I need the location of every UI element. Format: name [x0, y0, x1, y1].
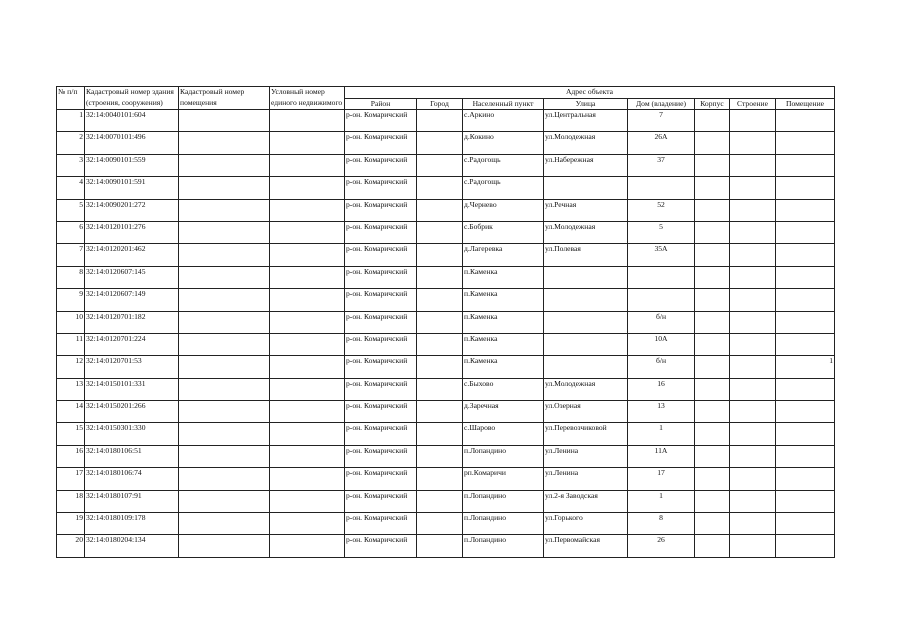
cell-cad-room	[179, 110, 270, 132]
cell-cad-building: 32:14:0120701:182	[85, 311, 179, 333]
cell-street	[544, 356, 628, 378]
cell-building	[695, 244, 730, 266]
cell-conditional	[270, 177, 345, 199]
cell-cad-building: 32:14:0070101:496	[85, 132, 179, 154]
cell-conditional	[270, 266, 345, 288]
cell-district: р-он. Комаричский	[345, 266, 417, 288]
cell-cad-building: 32:14:0150101:331	[85, 378, 179, 400]
header-district: Район	[345, 98, 417, 110]
cell-conditional	[270, 401, 345, 423]
cell-cad-room	[179, 132, 270, 154]
cell-locality: с.Быхово	[463, 378, 544, 400]
cell-num: 2	[57, 132, 85, 154]
cell-house: 16	[628, 378, 695, 400]
header-room: Помещение	[776, 98, 835, 110]
cell-room	[776, 513, 835, 535]
cell-house: 52	[628, 199, 695, 221]
cell-cad-room	[179, 221, 270, 243]
table-row	[57, 513, 835, 535]
cell-cad-room	[179, 423, 270, 445]
cell-building	[695, 490, 730, 512]
table-row	[57, 401, 835, 423]
cell-room	[776, 132, 835, 154]
table-row	[57, 244, 835, 266]
cell-room	[776, 289, 835, 311]
cell-room	[776, 445, 835, 467]
cell-city	[417, 132, 463, 154]
cell-house: б/н	[628, 356, 695, 378]
table-row	[57, 132, 835, 154]
cell-conditional	[270, 378, 345, 400]
cell-district: р-он. Комаричский	[345, 244, 417, 266]
cell-city	[417, 311, 463, 333]
cell-num: 15	[57, 423, 85, 445]
cell-city	[417, 535, 463, 557]
cell-conditional	[270, 445, 345, 467]
cell-district: р-он. Комаричский	[345, 356, 417, 378]
table-row	[57, 333, 835, 355]
cell-street: ул.Молодежная	[544, 221, 628, 243]
cell-conditional	[270, 289, 345, 311]
table-row	[57, 311, 835, 333]
cell-num: 8	[57, 266, 85, 288]
table-row	[57, 177, 835, 199]
table-body	[57, 110, 835, 558]
cell-conditional	[270, 513, 345, 535]
table-header	[57, 87, 835, 110]
cell-street	[544, 266, 628, 288]
cell-building	[695, 333, 730, 355]
cell-street: ул.Набережная	[544, 154, 628, 176]
cell-street	[544, 289, 628, 311]
cell-structure	[730, 445, 776, 467]
header-address: Адрес объекта	[345, 87, 835, 99]
cell-num: 20	[57, 535, 85, 557]
cell-district: р-он. Комаричский	[345, 110, 417, 132]
table-row	[57, 445, 835, 467]
cell-cad-building: 32:14:0180109:178	[85, 513, 179, 535]
cell-city	[417, 221, 463, 243]
cell-street: ул.Центральная	[544, 110, 628, 132]
cell-locality: с.Радогощь	[463, 177, 544, 199]
header-locality: Населенный пункт	[463, 98, 544, 110]
cell-building	[695, 266, 730, 288]
cell-house: 10А	[628, 333, 695, 355]
cell-cad-building: 32:14:0120701:224	[85, 333, 179, 355]
cell-room	[776, 177, 835, 199]
cell-num: 9	[57, 289, 85, 311]
cell-building	[695, 401, 730, 423]
cell-conditional	[270, 244, 345, 266]
cell-cad-building: 32:14:0180106:51	[85, 445, 179, 467]
cell-locality: п.Каменка	[463, 266, 544, 288]
cell-building	[695, 513, 730, 535]
cell-cad-building: 32:14:0090101:559	[85, 154, 179, 176]
cell-locality: с.Радогощь	[463, 154, 544, 176]
cell-house: 1	[628, 423, 695, 445]
table-row	[57, 490, 835, 512]
cell-street: ул.Речная	[544, 199, 628, 221]
cell-cad-room	[179, 513, 270, 535]
cell-house: 7	[628, 110, 695, 132]
cell-room	[776, 468, 835, 490]
cell-conditional	[270, 311, 345, 333]
cell-room	[776, 401, 835, 423]
cell-city	[417, 177, 463, 199]
cell-locality: п.Каменка	[463, 333, 544, 355]
cell-conditional	[270, 356, 345, 378]
cell-conditional	[270, 490, 345, 512]
cell-cad-room	[179, 266, 270, 288]
cell-cad-room	[179, 490, 270, 512]
cell-street	[544, 333, 628, 355]
cell-locality: п.Лопандино	[463, 490, 544, 512]
cell-cad-building: 32:14:0180107:91	[85, 490, 179, 512]
cell-building	[695, 311, 730, 333]
cell-room	[776, 423, 835, 445]
cell-structure	[730, 356, 776, 378]
cell-conditional	[270, 199, 345, 221]
header-building: Корпус	[695, 98, 730, 110]
cell-district: р-он. Комаричский	[345, 333, 417, 355]
cell-house: 26А	[628, 132, 695, 154]
cell-cad-room	[179, 333, 270, 355]
cell-structure	[730, 401, 776, 423]
cell-locality: д.Лагеревка	[463, 244, 544, 266]
cell-city	[417, 445, 463, 467]
cell-city	[417, 199, 463, 221]
cell-num: 1	[57, 110, 85, 132]
cell-locality: д.Кокино	[463, 132, 544, 154]
cell-structure	[730, 110, 776, 132]
cell-city	[417, 110, 463, 132]
cell-cad-building: 32:14:0120101:276	[85, 221, 179, 243]
cell-house: 26	[628, 535, 695, 557]
cell-num: 4	[57, 177, 85, 199]
cell-street: ул.Молодежная	[544, 132, 628, 154]
header-cad-room: Кадастровый номер помещения	[179, 87, 270, 110]
cell-building	[695, 154, 730, 176]
cell-house: 1	[628, 490, 695, 512]
cell-city	[417, 401, 463, 423]
cell-room	[776, 490, 835, 512]
cell-room	[776, 199, 835, 221]
cell-building	[695, 356, 730, 378]
cell-num: 11	[57, 333, 85, 355]
cell-locality: п.Лопандино	[463, 513, 544, 535]
cell-district: р-он. Комаричский	[345, 401, 417, 423]
table-row	[57, 221, 835, 243]
cell-house	[628, 266, 695, 288]
cell-structure	[730, 490, 776, 512]
cell-structure	[730, 132, 776, 154]
cell-locality: п.Лопандино	[463, 445, 544, 467]
cell-structure	[730, 423, 776, 445]
cell-street: ул.Молодежная	[544, 378, 628, 400]
cell-cad-building: 32:14:0150201:266	[85, 401, 179, 423]
cell-district: р-он. Комаричский	[345, 490, 417, 512]
cell-city	[417, 333, 463, 355]
cell-district: р-он. Комаричский	[345, 221, 417, 243]
cell-structure	[730, 535, 776, 557]
cell-conditional	[270, 132, 345, 154]
cell-cad-building: 32:14:0120607:145	[85, 266, 179, 288]
cell-locality: д.Заречная	[463, 401, 544, 423]
cell-cad-room	[179, 154, 270, 176]
cell-street	[544, 311, 628, 333]
cell-house: 35А	[628, 244, 695, 266]
cell-street: ул.2-я Заводская	[544, 490, 628, 512]
cell-district: р-он. Комаричский	[345, 132, 417, 154]
cell-conditional	[270, 110, 345, 132]
cell-house: 8	[628, 513, 695, 535]
cell-building	[695, 110, 730, 132]
cell-cad-building: 32:14:0090101:591	[85, 177, 179, 199]
cell-cad-building: 32:14:0120607:149	[85, 289, 179, 311]
cell-room	[776, 110, 835, 132]
cell-locality: п.Каменка	[463, 289, 544, 311]
cell-structure	[730, 289, 776, 311]
cell-district: р-он. Комаричский	[345, 423, 417, 445]
cell-room: 1	[776, 356, 835, 378]
cell-structure	[730, 154, 776, 176]
cell-num: 16	[57, 445, 85, 467]
cell-room	[776, 244, 835, 266]
table-row	[57, 199, 835, 221]
cell-district: р-он. Комаричский	[345, 289, 417, 311]
cell-house: 17	[628, 468, 695, 490]
cell-city	[417, 244, 463, 266]
cell-structure	[730, 513, 776, 535]
header-num: № п/п	[57, 87, 85, 110]
cell-district: р-он. Комаричский	[345, 177, 417, 199]
cell-street: ул.Озерная	[544, 401, 628, 423]
table-row	[57, 289, 835, 311]
cell-locality: с.Шарово	[463, 423, 544, 445]
cell-building	[695, 423, 730, 445]
cell-cad-room	[179, 445, 270, 467]
cell-cad-room	[179, 289, 270, 311]
table-row	[57, 266, 835, 288]
cell-street	[544, 177, 628, 199]
cell-house: б/н	[628, 311, 695, 333]
cell-city	[417, 468, 463, 490]
cell-structure	[730, 468, 776, 490]
cell-building	[695, 132, 730, 154]
cell-city	[417, 289, 463, 311]
cell-district: р-он. Комаричский	[345, 154, 417, 176]
cell-street: ул.Горького	[544, 513, 628, 535]
cell-structure	[730, 311, 776, 333]
cell-cad-room	[179, 244, 270, 266]
cell-room	[776, 311, 835, 333]
cell-cad-building: 32:14:0120701:53	[85, 356, 179, 378]
table-row	[57, 110, 835, 132]
cell-cad-building: 32:14:0180204:134	[85, 535, 179, 557]
cell-num: 18	[57, 490, 85, 512]
cell-conditional	[270, 535, 345, 557]
cell-cad-room	[179, 199, 270, 221]
cell-house: 13	[628, 401, 695, 423]
cell-city	[417, 513, 463, 535]
cell-city	[417, 356, 463, 378]
header-structure: Строение	[730, 98, 776, 110]
cell-num: 10	[57, 311, 85, 333]
cell-conditional	[270, 221, 345, 243]
cell-cad-building: 32:14:0120201:462	[85, 244, 179, 266]
table-row	[57, 423, 835, 445]
cell-street: ул.Перевозчиковой	[544, 423, 628, 445]
cell-district: р-он. Комаричский	[345, 535, 417, 557]
cell-cad-room	[179, 177, 270, 199]
table-row	[57, 378, 835, 400]
cell-cad-room	[179, 356, 270, 378]
cell-city	[417, 378, 463, 400]
cell-cad-room	[179, 401, 270, 423]
cell-city	[417, 154, 463, 176]
cell-cad-building: 32:14:0150301:330	[85, 423, 179, 445]
cell-building	[695, 221, 730, 243]
cell-district: р-он. Комаричский	[345, 513, 417, 535]
header-city: Город	[417, 98, 463, 110]
header-house: Дом (владение)	[628, 98, 695, 110]
cell-conditional	[270, 333, 345, 355]
table-row	[57, 154, 835, 176]
table-row	[57, 468, 835, 490]
cell-house: 5	[628, 221, 695, 243]
cell-building	[695, 445, 730, 467]
cell-num: 14	[57, 401, 85, 423]
cell-room	[776, 154, 835, 176]
cell-locality: п.Лопандино	[463, 535, 544, 557]
cell-num: 7	[57, 244, 85, 266]
cell-conditional	[270, 468, 345, 490]
cell-building	[695, 535, 730, 557]
header-street: Улица	[544, 98, 628, 110]
cell-locality: рп.Комаричи	[463, 468, 544, 490]
cell-structure	[730, 244, 776, 266]
cell-structure	[730, 333, 776, 355]
cell-cad-room	[179, 468, 270, 490]
cell-building	[695, 199, 730, 221]
cell-cad-building: 32:14:0040101:604	[85, 110, 179, 132]
cell-building	[695, 289, 730, 311]
cell-num: 3	[57, 154, 85, 176]
cell-street: ул.Ленина	[544, 445, 628, 467]
cell-district: р-он. Комаричский	[345, 468, 417, 490]
cell-house	[628, 177, 695, 199]
cell-num: 6	[57, 221, 85, 243]
cell-room	[776, 221, 835, 243]
cell-cad-room	[179, 311, 270, 333]
cell-locality: с.Аркино	[463, 110, 544, 132]
cell-locality: п.Каменка	[463, 356, 544, 378]
cell-cad-room	[179, 535, 270, 557]
cell-city	[417, 490, 463, 512]
cell-house: 37	[628, 154, 695, 176]
cell-num: 13	[57, 378, 85, 400]
cell-cad-building: 32:14:0180106:74	[85, 468, 179, 490]
cell-district: р-он. Комаричский	[345, 199, 417, 221]
cell-cad-room	[179, 378, 270, 400]
cell-conditional	[270, 423, 345, 445]
table-row	[57, 356, 835, 378]
cell-city	[417, 266, 463, 288]
cell-structure	[730, 378, 776, 400]
header-conditional: Условный номер единого недвижимого	[270, 87, 345, 110]
cell-conditional	[270, 154, 345, 176]
cell-district: р-он. Комаричский	[345, 311, 417, 333]
cell-cad-building: 32:14:0090201:272	[85, 199, 179, 221]
cell-city	[417, 423, 463, 445]
cell-room	[776, 333, 835, 355]
cell-structure	[730, 221, 776, 243]
cell-num: 12	[57, 356, 85, 378]
cell-building	[695, 177, 730, 199]
cell-locality: п.Каменка	[463, 311, 544, 333]
cell-district: р-он. Комаричский	[345, 378, 417, 400]
cell-room	[776, 378, 835, 400]
header-cad-building: Кадастровый номер здания (строения, сооружения)	[85, 87, 179, 110]
cell-street: ул.Ленина	[544, 468, 628, 490]
cell-building	[695, 378, 730, 400]
registry-table	[56, 86, 835, 558]
cell-num: 17	[57, 468, 85, 490]
cell-room	[776, 266, 835, 288]
cell-structure	[730, 177, 776, 199]
cell-street: ул.Полевая	[544, 244, 628, 266]
cell-room	[776, 535, 835, 557]
cell-num: 5	[57, 199, 85, 221]
cell-building	[695, 468, 730, 490]
cell-structure	[730, 199, 776, 221]
cell-locality: д.Чернево	[463, 199, 544, 221]
cell-house: 11А	[628, 445, 695, 467]
cell-structure	[730, 266, 776, 288]
cell-num: 19	[57, 513, 85, 535]
cell-locality: с.Бобрик	[463, 221, 544, 243]
cell-district: р-он. Комаричский	[345, 445, 417, 467]
cell-house	[628, 289, 695, 311]
table-row	[57, 535, 835, 557]
cell-street: ул.Первомайская	[544, 535, 628, 557]
